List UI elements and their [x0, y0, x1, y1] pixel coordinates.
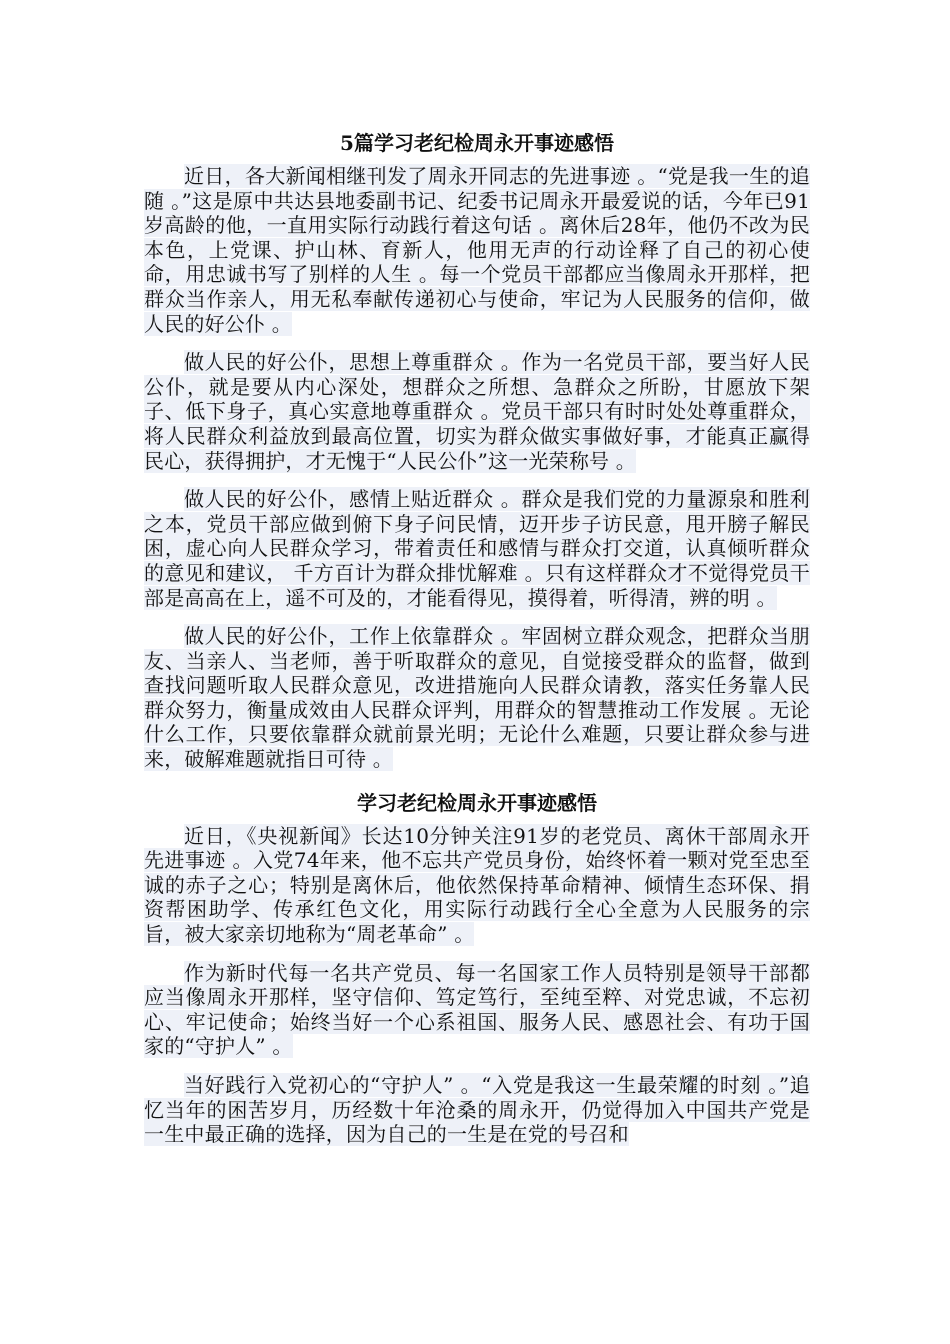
document-body	[144, 130, 810, 1161]
section-2-paragraph-3-text: 当好践行入党初心的“守护人” 。“入党是我这一生最荣耀的时刻 。”追忆当年的困苦岁月，历经数十年沧桑的周永开，仍觉得加入中国共产党是一生中最正确的选择，因为自己的一生是在党的号召和	[144, 1073, 810, 1147]
section-2-paragraph-1-text: 近日，《央视新闻》长达10分钟关注91岁的老党员、离休干部周永开先进事迹 。入党74年来，他不忘共产党员身份，始终怀着一颗对党至忠至诚的赤子之心；特别是离休后，他依然保持革命精神、倾情生态环保、捐资帮困助学、传承红色文化，用实际行动践行全心全意为人民服务的宗旨，被大家亲切地称为“周老革命” 。	[144, 823, 810, 947]
paragraph-2-text: 做人民的好公仆，思想上尊重群众 。作为一名党员干部，要当好人民公仆，就是要从内心深处，想群众之所想、急群众之所盼，甘愿放下架子、低下身子，真心实意地尊重群众 。党员干部只有时时处处尊重群众，将人民群众利益放到最高位置，切实为群众做实事做好事，才能真正赢得民心，获得拥护，才无愧于“人民公仆”这一光荣称号 。	[144, 350, 810, 473]
paragraph-1-text: 近日，各大新闻相继刊发了周永开同志的先进事迹 。“党是我一生的追随 。”这是原中共达县地委副书记、纪委书记周永开最爱说的话，今年已91岁高龄的他，一直用实际行动践行着这句话 。离休后28年，他仍不改为民本色，上党课、护山林、育新人，他用无声的行动诠释了自己的初心使命，用忠诚书写了别样的人生 。每一个党员干部都应当像周永开那样，把群众当作亲人，用无私奉献传递初心与使命，牢记为人民服务的信仰，做人民的好公仆 。	[144, 164, 810, 336]
paragraph-2	[144, 350, 810, 473]
section-2-paragraph-2-text: 作为新时代每一名共产党员、每一名国家工作人员特别是领导干部都应当像周永开那样，坚守信仰、笃定笃行，至纯至粹、对党忠诚，不忘初心、牢记使命；始终当好一个心系祖国、服务人民、感恩社会、有功于国家的“守护人” 。	[144, 960, 810, 1059]
paragraph-3-text: 做人民的好公仆，感情上贴近群众 。群众是我们党的力量源泉和胜利之本，党员干部应做到俯下身子问民情，迈开步子访民意，甩开膀子解民困，虚心向人民群众学习，带着责任和感情与群众打交道，认真倾听群众的意见和建议， 千方百计为群众排忧解难 。只有这样群众才不觉得党员干部是高高在上，遥不可及的，才能看得见，摸得着，听得清，辨的明 。	[144, 487, 810, 610]
paragraph-4-text: 做人民的好公仆，工作上依靠群众 。牢固树立群众观念，把群众当朋友、当亲人、当老师，善于听取群众的意见，自觉接受群众的监督，做到查找问题听取人民群众意见，改进措施向人民群众请教，落实任务靠人民群众努力，衡量成效由人民群众评判，用群众的智慧推动工作发展 。无论什么工作，只要依靠群众就前景光明；无论什么难题，只要让群众参与进来，破解难题就指日可待 。	[144, 624, 810, 772]
section-2-title	[144, 790, 810, 816]
section-2-paragraph-3	[144, 1073, 810, 1147]
section-2-title-text: 学习老纪检周永开事迹感悟	[357, 790, 597, 815]
paragraph-3	[144, 487, 810, 610]
document-title	[144, 130, 810, 156]
document-title-text: 5篇学习老纪检周永开事迹感悟	[340, 131, 614, 155]
paragraph-1	[144, 164, 810, 336]
section-2-paragraph-1	[144, 824, 810, 947]
paragraph-4	[144, 624, 810, 772]
section-2-paragraph-2	[144, 961, 810, 1059]
